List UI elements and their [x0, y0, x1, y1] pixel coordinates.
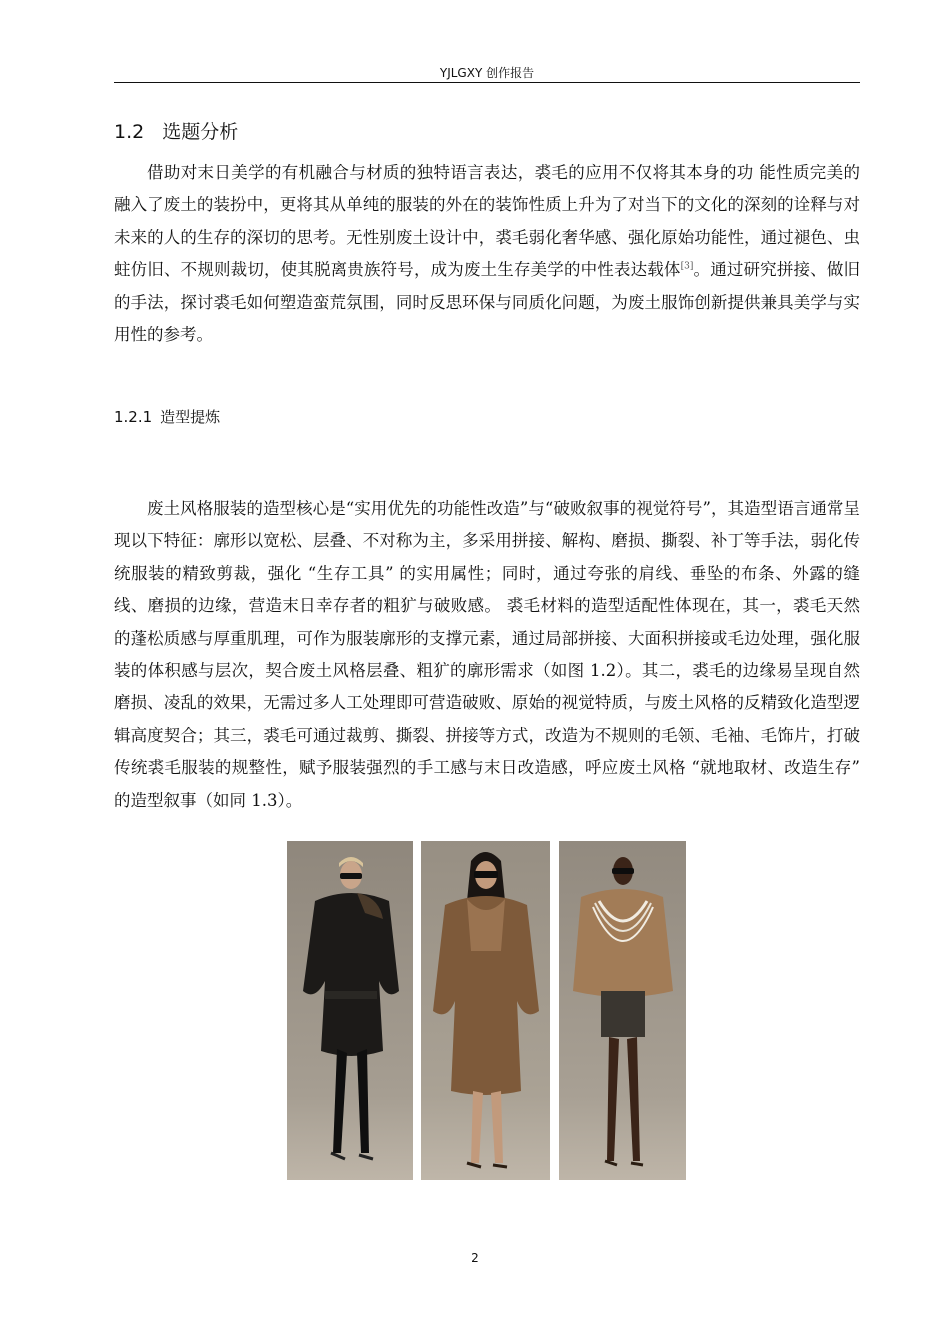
page-header: YJLGXY 创作报告	[439, 66, 535, 80]
paragraph-intro-text-a: 借助对末日美学的有机融合与材质的独特语言表达，裘毛的应用不仅将其本身的功 能性质完美的融入了废土的装扮中，更将其从单纯的服装的外在的装饰性质上升为了对当下的文化的深刻的诠释与对未来的人的生存的深切的思考。无性别废土设计中，裘毛弱化奢华感、强化原始功能性，通过褪色、虫蛀仿旧、不规则裁切，使其脱离贵族符号，成为废土生存美学的中性表达载体	[114, 163, 860, 280]
runway-photo-row	[287, 841, 687, 1180]
section-number: 1.2	[114, 121, 145, 143]
runway-model-black-fur-coat-photo	[287, 841, 413, 1180]
paragraph-intro-text-b: 。通过研究拼接、做旧的手法，探讨裘毛如何塑造蛮荒氛围，同时反思环保与同质化问题，为废土服饰创新提供兼具美学与实用性的参考。	[114, 260, 861, 345]
runway-model-brown-fur-coat-photo	[421, 841, 550, 1180]
page-number: 2	[471, 1251, 479, 1265]
paragraph-silhouette: 废土风格服装的造型核心是“实用优先的功能性改造”与“破败叙事的视觉符号”，其造型语言通常呈现以下特征：廓形以宽松、层叠、不对称为主，多采用拼接、解构、磨损、撕裂、补丁等手法，弱化传统服装的精致剪裁，强化 “生存工具” 的实用属性；同时，通过夸张的肩线、垂坠的布条、外露的缝线、磨损的边缘，营造末日幸存者的粗犷与破败感。 裘毛材料的造型适配性体现在，其一，裘毛天然的蓬松质感与厚重肌理，可作为服装廓形的支撑元素，通过局部拼接、大面积拼接或毛边处理，强化服装的体积感与层次，契合废土风格层叠、粗犷的廓形需求（如图 1.2）。其二，裘毛的边缘易呈现自然磨损、凌乱的效果，无需过多人工处理即可营造破败、原始的视觉特质，与废土风格的反精致化造型逻辑高度契合；其三，裘毛可通过裁剪、撕裂、拼接等方式，改造为不规则的毛领、毛袖、毛饰片，打破传统裘毛服装的规整性，赋予服装强烈的手工感与末日改造感，呼应废土风格 “就地取材、改造生存” 的造型叙事（如同 1.3）。	[114, 499, 860, 810]
header-rule	[114, 82, 860, 83]
subsection-number: 1.2.1	[114, 408, 153, 426]
paragraph-intro	[114, 157, 860, 351]
citation-reference[interactable]: [3]	[680, 261, 694, 272]
section-heading	[114, 118, 238, 146]
runway-model-fox-fur-jacket-photo	[559, 841, 686, 1180]
section-title: 选题分析	[162, 121, 239, 143]
subsection-title: 造型提炼	[160, 408, 221, 426]
subsection-heading	[114, 405, 220, 429]
